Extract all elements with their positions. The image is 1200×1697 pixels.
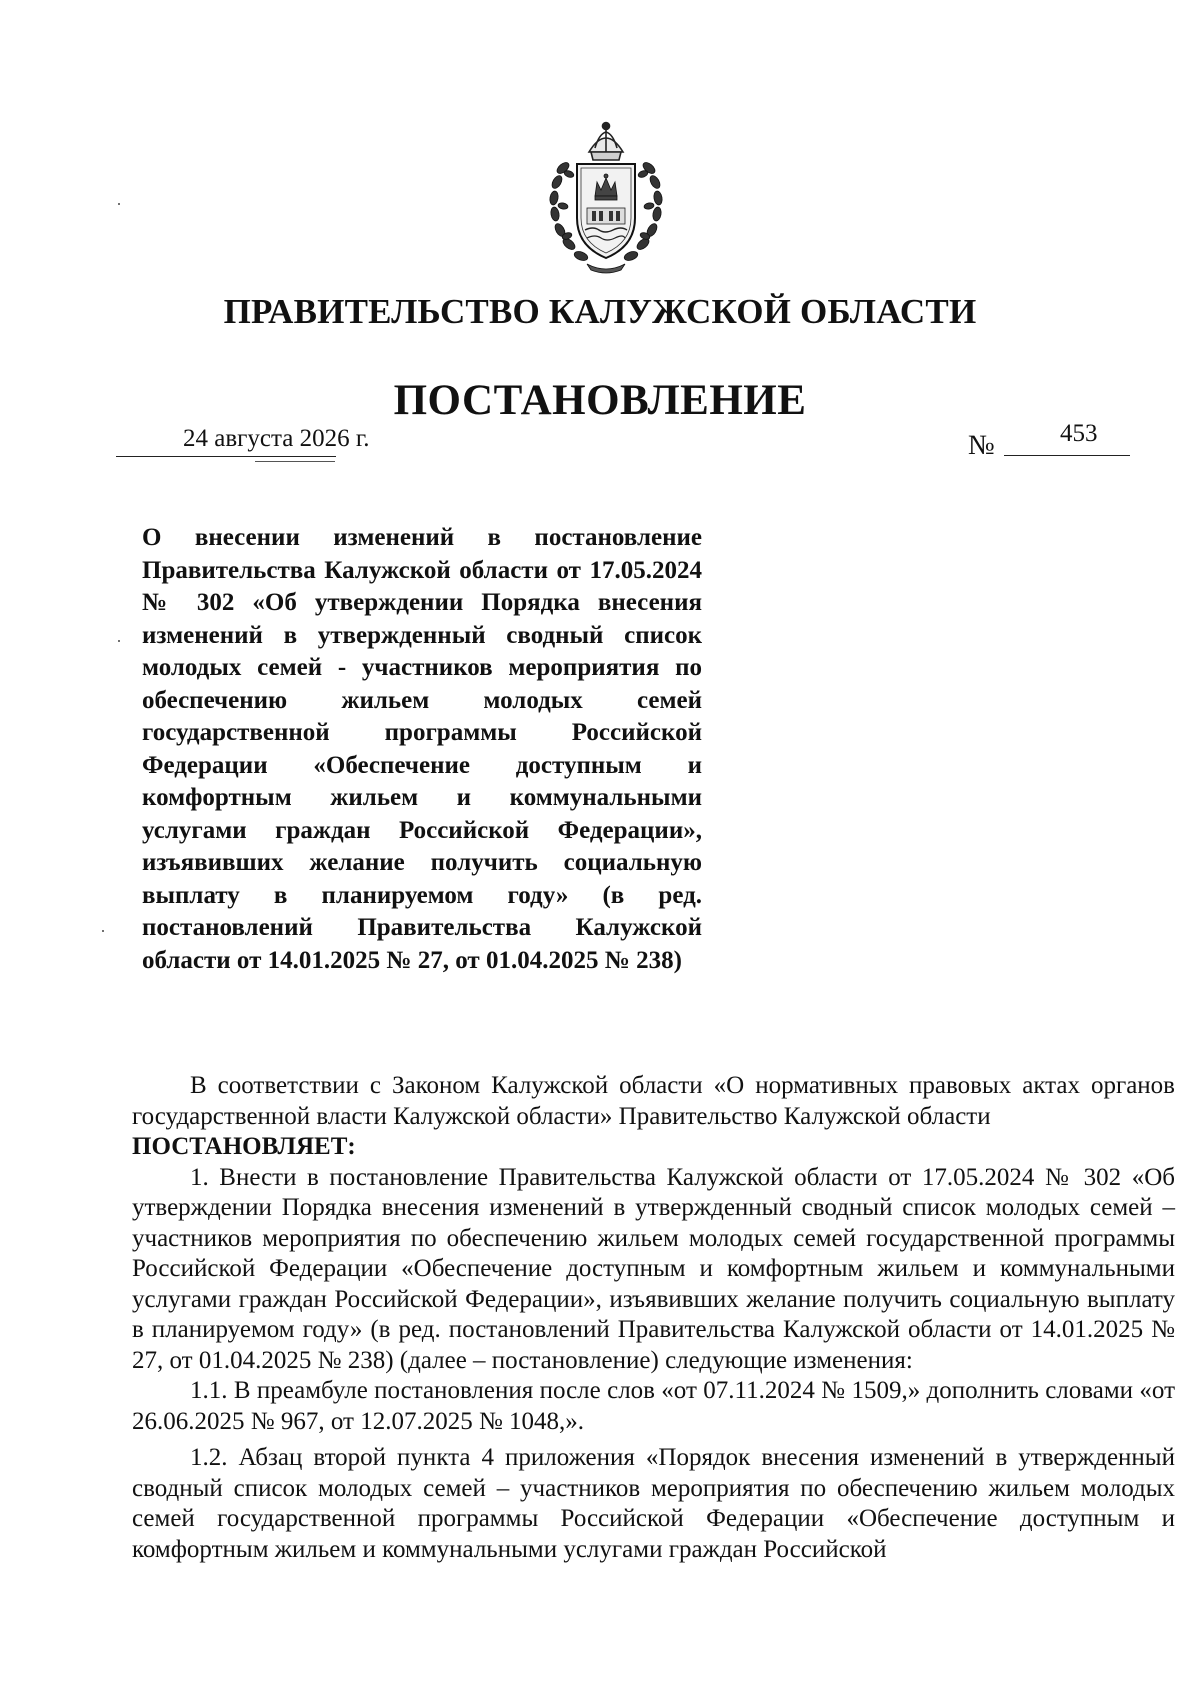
item-1-paragraph: 1. Внести в постановление Правительства Калужской области от 17.05.2024 № 302 «Об утверждении Порядка внесения изменений в утвержденный сводный список молодых семей – участников мероприятия по обеспечению жильем молодых семей государственной программы Российской Федерации «Обеспечение доступным и комфортным жильем и коммунальными услугами граждан Российской Федерации», изъявивших желание получить социальную выплату в планируемом году» (в ред. постановлений Правительства Калужской области от 14.01.2025 № 27, от 01.04.2025 № 238) (далее – постановление) следующие изменения: [132, 1163, 1175, 1374]
scan-speck [102, 930, 104, 932]
scan-speck [118, 640, 120, 642]
decree-paragraph [132, 1132, 1175, 1163]
coat-of-arms-icon [543, 118, 669, 276]
organization-name: ПРАВИТЕЛЬСТВО КАЛУЖСКОЙ ОБЛАСТИ [223, 292, 977, 331]
date-underline-secondary [255, 461, 335, 462]
document-date: 24 августа 2026 г. [183, 425, 370, 452]
preamble-text: В соответствии с Законом Калужской области «О нормативных правовых актах органов государственной власти Калужской области» Правительство Калужской области [132, 1072, 1175, 1130]
document-number: 453 [1060, 420, 1098, 447]
scan-speck [118, 203, 120, 205]
preamble-paragraph [132, 1071, 1175, 1132]
document-subject: О внесении изменений в постановление Правительства Калужской области от 17.05.2024 № 302 «Об утверждении Порядка внесения изменений в утвержденный сводный список молодых семей - участников мероприятия по обеспечению жильем молодых семей государственной программы Российской Федерации «Обеспечение доступным и комфортным жильем и коммунальными услугами граждан Российской Федерации», изъявивших желание получить социальную выплату в планируемом году» (в ред. постановлений Правительства Калужской области от 14.01.2025 № 27, от 01.04.2025 № 238) [142, 524, 702, 974]
document-type-title: ПОСТАНОВЛЕНИЕ [393, 377, 807, 424]
decree-word: ПОСТАНОВЛЯЕТ: [132, 1133, 356, 1160]
document-body [132, 1071, 1175, 1565]
number-label: № [968, 430, 995, 461]
item-1-1-paragraph: 1.1. В преамбуле постановления после слов «от 07.11.2024 № 1509,» дополнить словами «от 26.06.2025 № 967, от 12.07.2025 № 1048,». [132, 1377, 1175, 1435]
item-1-2-paragraph: 1.2. Абзац второй пункта 4 приложения «Порядок внесения изменений в утвержденный сводный список молодых семей – участников мероприятия по обеспечению жильем молодых семей государственной программы Российской Федерации «Обеспечение доступным и комфортным жильем и коммунальными услугами граждан Российской [132, 1444, 1175, 1563]
date-underline [116, 456, 336, 457]
number-underline [1004, 455, 1130, 456]
